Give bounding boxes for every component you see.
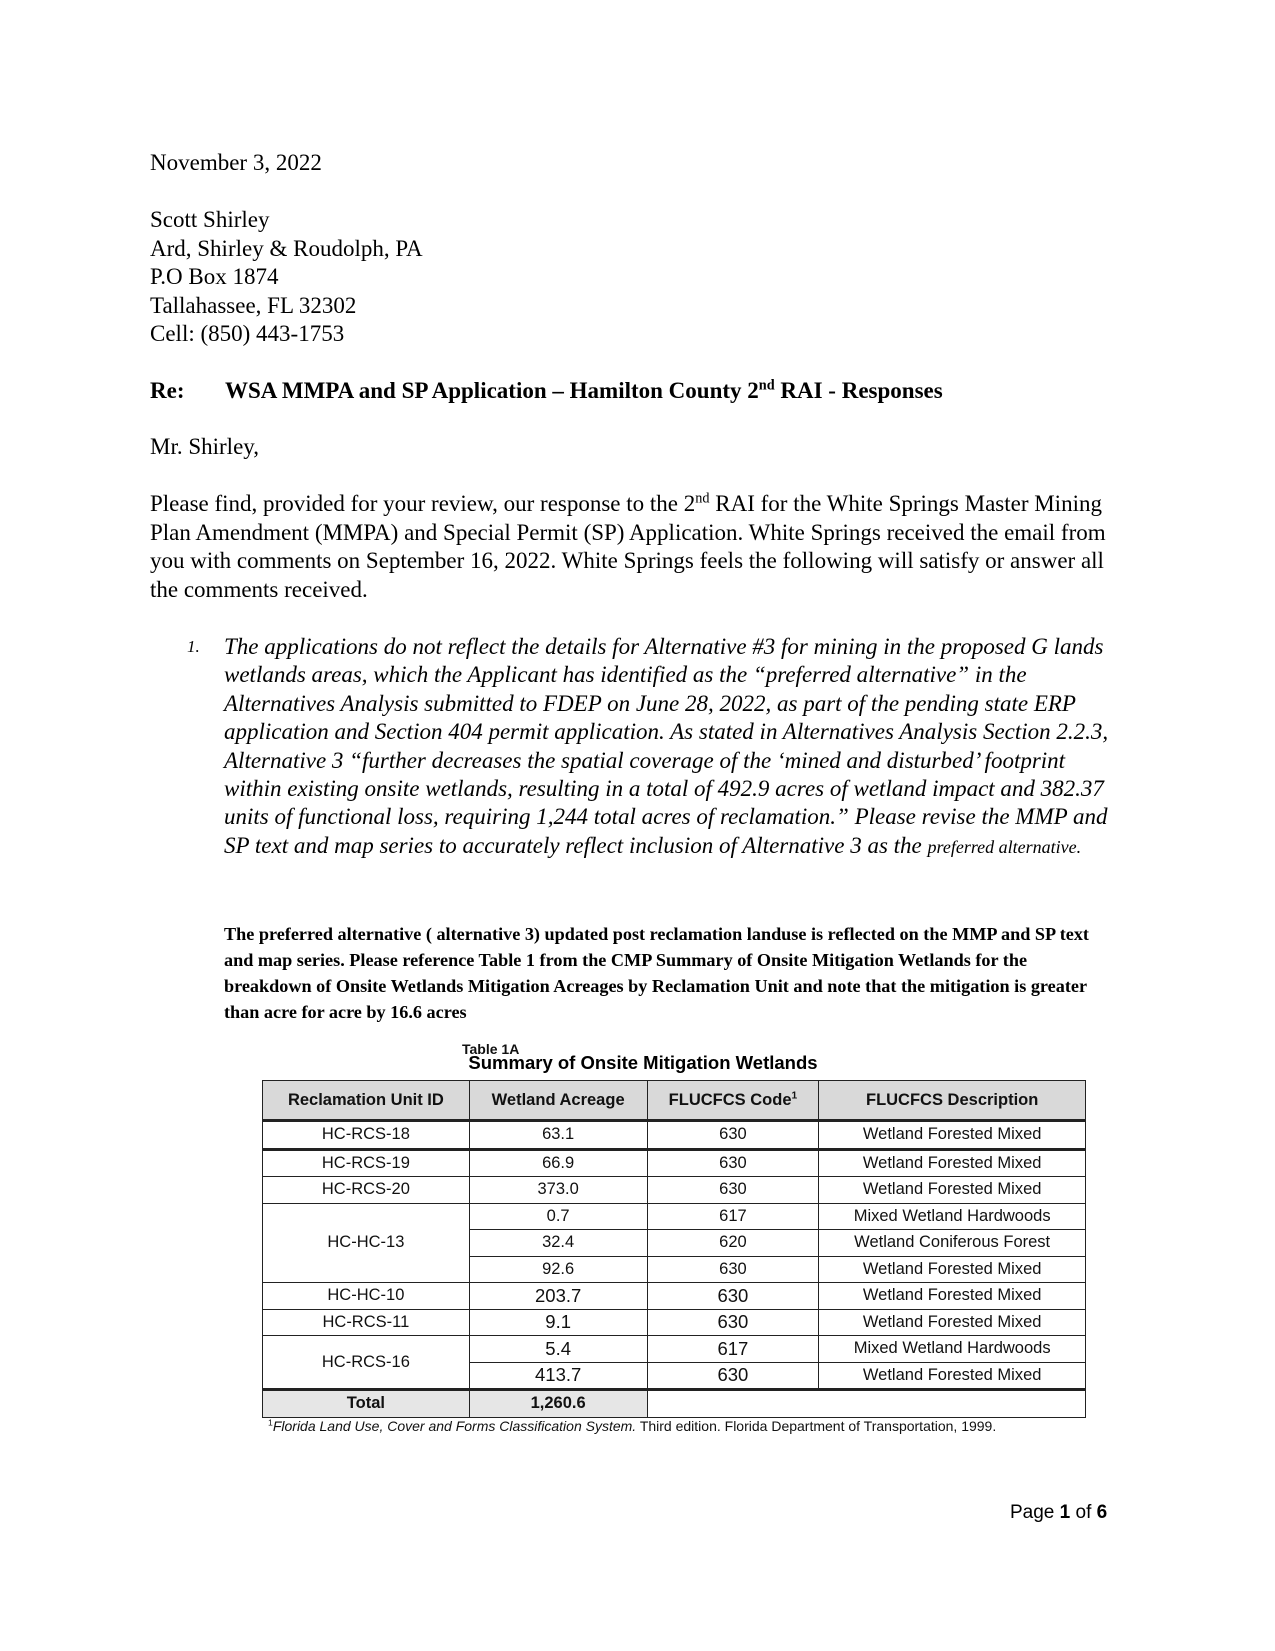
cell-code: 630 <box>647 1309 819 1336</box>
intro-paragraph <box>150 490 1130 604</box>
page-current: 1 <box>1059 1502 1071 1523</box>
table-footnote <box>268 1418 996 1434</box>
table-row <box>263 1309 1086 1336</box>
cell-code: 630 <box>647 1362 819 1390</box>
table-header-row <box>263 1081 1086 1121</box>
mitigation-table <box>262 1080 1086 1418</box>
intro-text-b: RAI for the White Springs Master Mining Plan Amendment (MMPA) and Special Permit (SP) Application. White Springs received the email from you with comments on September 16, 2022. White Springs feels the following will satisfy or answer all the comments received. <box>150 491 1106 602</box>
intro-sup: nd <box>695 490 710 507</box>
table-title: Summary of Onsite Mitigation Wetlands <box>468 1052 818 1073</box>
cell-code: 630 <box>647 1121 819 1150</box>
cell-desc: Wetland Forested Mixed <box>819 1309 1086 1336</box>
table-row <box>263 1283 1086 1310</box>
cell-code: 630 <box>647 1177 819 1204</box>
cell-unit: HC-RCS-16 <box>263 1336 470 1390</box>
cell-code: 617 <box>647 1336 819 1363</box>
cell-unit: HC-RCS-18 <box>263 1121 470 1150</box>
cell-acreage: 0.7 <box>469 1203 647 1230</box>
cell-desc: Wetland Forested Mixed <box>819 1149 1086 1177</box>
cell-acreage: 5.4 <box>469 1336 647 1363</box>
cell-acreage: 63.1 <box>469 1121 647 1150</box>
table-row <box>263 1121 1086 1150</box>
recipient-po-box: P.O Box 1874 <box>150 264 279 289</box>
subject-sup: nd <box>758 377 775 394</box>
cell-unit: HC-RCS-11 <box>263 1309 470 1336</box>
recipient-firm: Ard, Shirley & Roudolph, PA <box>150 235 423 261</box>
cell-unit: HC-HC-10 <box>263 1283 470 1310</box>
cell-acreage: 9.1 <box>469 1309 647 1336</box>
total-blank <box>647 1390 1085 1418</box>
cell-desc: Wetland Forested Mixed <box>819 1362 1086 1390</box>
page-number: Page 1 of 6 <box>1010 1502 1108 1523</box>
recipient-name: Scott Shirley <box>150 207 270 232</box>
cell-acreage: 66.9 <box>469 1149 647 1177</box>
cell-acreage: 373.0 <box>469 1177 647 1204</box>
cell-acreage: 32.4 <box>469 1230 647 1257</box>
response-paragraph: The preferred alternative ( alternative 3) updated post reclamation landuse is reflected on the MMP and SP text and map series. Please reference Table 1 from the CMP Summary of Onsite Mitigation Wetlands for the breakdown of Onsite Wetlands Mitigation Acreages by Reclamation Unit and note that the mitigation is greater than acre for acre by 16.6 acres <box>224 924 1089 1022</box>
page-total: 6 <box>1096 1502 1108 1523</box>
cell-acreage: 413.7 <box>469 1362 647 1390</box>
header-code: FLUCFCS Code$^1$ <box>647 1081 819 1121</box>
table-row <box>263 1203 1086 1230</box>
cell-desc: Wetland Forested Mixed <box>819 1121 1086 1150</box>
item-comment-text <box>224 633 1124 861</box>
recipient-cell: Cell: (850) 443-1753 <box>150 321 345 346</box>
cell-unit: HC-RCS-19 <box>263 1149 470 1177</box>
cell-desc: Wetland Forested Mixed <box>819 1283 1086 1310</box>
item-text-small: preferred alternative. <box>927 836 1082 857</box>
cell-unit: HC-HC-13 <box>263 1203 470 1283</box>
footnote-rest: Third edition. Florida Department of Transportation, 1999. <box>636 1418 997 1434</box>
cell-code: 630 <box>647 1283 819 1310</box>
re-label: Re: <box>150 378 185 403</box>
cell-desc: Wetland Forested Mixed <box>819 1256 1086 1283</box>
cell-desc: Mixed Wetland Hardwoods <box>819 1336 1086 1363</box>
recipient-city: Tallahassee, FL 32302 <box>150 292 357 318</box>
item-text-main: The applications do not reflect the details for Alternative #3 for mining in the proposed G lands wetlands areas, which the Applicant has identified as the “preferred alternative” in the Alternatives Analysis submitted to FDEP on June 28, 2022, as part of the pending state ERP application and Section 404 permit application. As stated in Alternatives Analysis Section 2.2.3, Alternative 3 “further decreases the spatial coverage of the ‘mined and disturbed’ footprint within existing onsite wetlands, resulting in a total of 492.9 acres of wetland impact and 382.37 units of functional loss, requiring 1,244 total acres of reclamation.” Please revise the MMP and SP text and map series to accurately reflect inclusion of Alternative 3 as the <box>224 634 1109 858</box>
table-caption-clipped: Table 1A <box>462 1041 520 1057</box>
table-row <box>263 1177 1086 1204</box>
table-row <box>263 1336 1086 1363</box>
subject-line <box>150 378 943 404</box>
total-value: 1,260.6 <box>469 1390 647 1418</box>
header-desc: FLUCFCS Description <box>819 1081 1086 1121</box>
cell-desc: Wetland Coniferous Forest <box>819 1230 1086 1257</box>
letter-date: November 3, 2022 <box>150 150 322 175</box>
item-number: 1. <box>187 637 200 656</box>
subject-text-b: RAI - Responses <box>774 378 943 403</box>
recipient-address <box>150 206 423 349</box>
table-row <box>263 1149 1086 1177</box>
cell-code: 630 <box>647 1256 819 1283</box>
header-unit: Reclamation Unit ID <box>263 1081 470 1121</box>
subject-text-a: WSA MMPA and SP Application – Hamilton County 2 <box>225 378 759 403</box>
cell-code: 620 <box>647 1230 819 1257</box>
cell-desc: Wetland Forested Mixed <box>819 1177 1086 1204</box>
table-total-row <box>263 1390 1086 1418</box>
footnote-italic: Florida Land Use, Cover and Forms Classification System. <box>272 1418 637 1434</box>
cell-desc: Mixed Wetland Hardwoods <box>819 1203 1086 1230</box>
salutation: Mr. Shirley, <box>150 434 260 459</box>
cell-unit: HC-RCS-20 <box>263 1177 470 1204</box>
header-acreage: Wetland Acreage <box>469 1081 647 1121</box>
cell-code: 630 <box>647 1149 819 1177</box>
cell-code: 617 <box>647 1203 819 1230</box>
footnote-sup: 1 <box>268 1417 273 1428</box>
total-label: Total <box>263 1390 470 1418</box>
intro-text-a: Please find, provided for your review, our response to the 2 <box>150 491 696 516</box>
cell-acreage: 203.7 <box>469 1283 647 1310</box>
cell-acreage: 92.6 <box>469 1256 647 1283</box>
